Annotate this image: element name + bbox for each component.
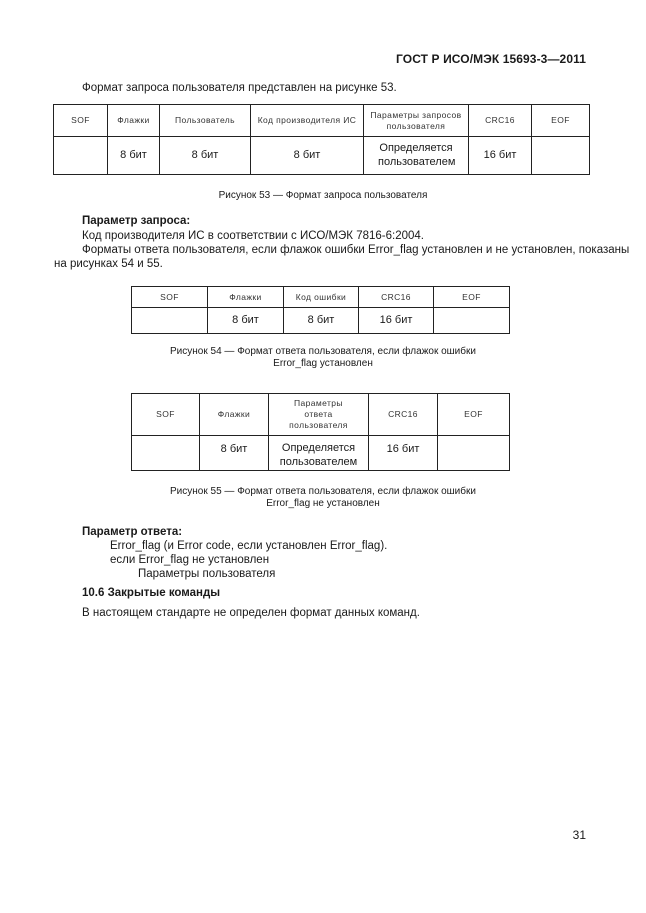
header-cell-sof: SOF — [54, 105, 108, 137]
value-cell-sof — [132, 308, 208, 334]
header-cell-eof: EOF — [438, 394, 510, 436]
figure-54-caption-line2: Error_flag установлен — [273, 358, 373, 369]
value-cell-eof — [438, 436, 510, 471]
header-cell-response-params: Параметры ответа пользователя — [269, 394, 369, 436]
response-param-title: Параметр ответа: — [82, 526, 183, 538]
header-cell-request-params: Параметры запросов пользователя — [364, 105, 469, 137]
request-param-title: Параметр запроса: — [82, 215, 191, 227]
figure-55-caption-line1: Рисунок 55 — Формат ответа пользователя, если флажок ошибки — [170, 486, 476, 497]
header-cell-flags: Флажки — [108, 105, 160, 137]
header-cell-flags: Флажки — [200, 394, 269, 436]
value-cell-sof — [132, 436, 200, 471]
request-param-line2a: Форматы ответа пользователя, если флажок ошибки Error_flag установлен и не установлен, показаны — [82, 244, 630, 256]
figure-55-table — [131, 393, 510, 471]
value-cell-crc16: 16 бит — [469, 137, 532, 175]
value-cell-flags: 8 бит — [208, 308, 284, 334]
figure-54-table — [131, 286, 510, 334]
section-body: В настоящем стандарте не определен формат данных команд. — [82, 607, 420, 619]
value-cell-ic-mfg-code: 8 бит — [251, 137, 364, 175]
response-param-line1: Error_flag (и Error code, если установлен Error_flag). — [110, 540, 388, 552]
value-cell-error-code: 8 бит — [284, 308, 359, 334]
header-cell-crc16: CRC16 — [359, 287, 434, 308]
figure-53-caption: Рисунок 53 — Формат запроса пользователя — [218, 190, 428, 201]
figure-54-caption-line1: Рисунок 54 — Формат ответа пользователя, если флажок ошибки — [170, 346, 476, 357]
value-cell-crc16: 16 бит — [359, 308, 434, 334]
header-cell-crc16: CRC16 — [369, 394, 438, 436]
value-cell-eof — [434, 308, 510, 334]
figure-53-table — [53, 104, 590, 175]
value-cell-response-params: Определяется пользователем — [269, 436, 369, 471]
header-cell-eof: EOF — [434, 287, 510, 308]
request-param-line2b: на рисунках 54 и 55. — [54, 258, 163, 270]
response-param-line2: если Error_flag не установлен — [110, 554, 270, 566]
value-cell-sof — [54, 137, 108, 175]
header-cell-crc16: CRC16 — [469, 105, 532, 137]
header-cell-user: Пользователь — [160, 105, 251, 137]
header-cell-ic-mfg-code: Код производителя ИС — [251, 105, 364, 137]
value-cell-user: 8 бит — [160, 137, 251, 175]
value-cell-flags: 8 бит — [108, 137, 160, 175]
header-cell-sof: SOF — [132, 287, 208, 308]
value-cell-eof — [532, 137, 590, 175]
document-header: ГОСТ Р ИСО/МЭК 15693-3—2011 — [396, 52, 586, 66]
section-title: 10.6 Закрытые команды — [82, 587, 221, 599]
page-number: 31 — [572, 828, 586, 842]
value-cell-request-params: Определяется пользователем — [364, 137, 469, 175]
header-cell-flags: Флажки — [208, 287, 284, 308]
header-cell-eof: EOF — [532, 105, 590, 137]
header-cell-error-code: Код ошибки — [284, 287, 359, 308]
request-param-line1: Код производителя ИС в соответствии с ИСО/МЭК 7816-6:2004. — [82, 230, 424, 242]
response-param-line3: Параметры пользователя — [138, 568, 276, 580]
header-cell-sof: SOF — [132, 394, 200, 436]
intro-text: Формат запроса пользователя представлен на рисунке 53. — [82, 82, 397, 94]
figure-55-caption-line2: Error_flag не установлен — [266, 498, 380, 509]
value-cell-flags: 8 бит — [200, 436, 269, 471]
value-cell-crc16: 16 бит — [369, 436, 438, 471]
